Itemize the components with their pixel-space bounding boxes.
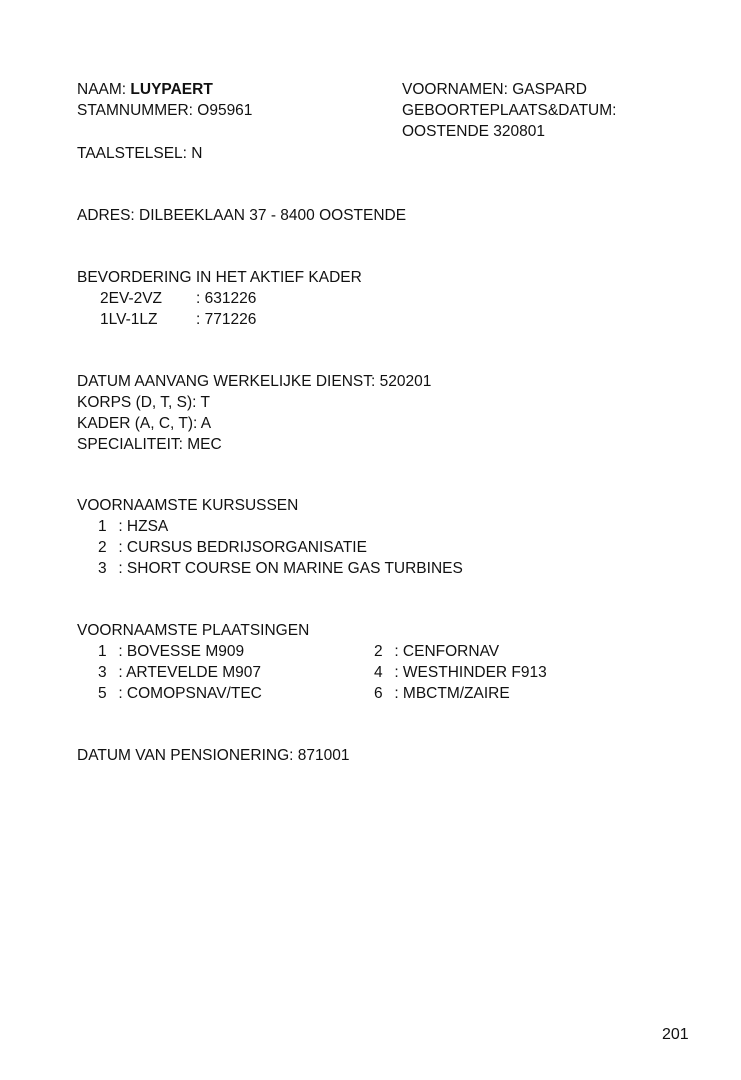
korps-label: KORPS (D, T, S):	[77, 394, 201, 411]
geboorte-value: OOSTENDE 320801	[402, 123, 546, 140]
stamnummer-line	[77, 100, 252, 121]
kursus-item	[98, 558, 463, 579]
bevordering-item	[100, 288, 256, 309]
naam-line	[77, 79, 213, 100]
naam-value: LUYPAERT	[130, 81, 213, 98]
pensionering-line	[77, 745, 350, 766]
bevordering-code: 2EV-2VZ	[100, 290, 163, 307]
kursus-number: 2	[98, 539, 107, 556]
kader-value: A	[200, 415, 212, 432]
geboorte-label: GEBOORTEPLAATS&DATUM:	[402, 102, 617, 119]
specialiteit-value: MEC	[187, 436, 222, 453]
plaatsing-item	[98, 641, 244, 662]
aanvang-value: 520201	[379, 373, 432, 390]
kursus-text: : CURSUS BEDRIJSORGANISATIE	[118, 539, 367, 556]
bevordering-date: : 771226	[196, 311, 257, 328]
specialiteit-label: SPECIALITEIT:	[77, 436, 188, 453]
kader-line	[77, 413, 211, 434]
plaatsing-text: : MBCTM/ZAIRE	[394, 685, 510, 702]
taalstelsel-value: N	[191, 145, 203, 162]
plaatsing-number: 6	[374, 685, 383, 702]
plaatsing-number: 4	[374, 664, 383, 681]
pensionering-value: 871001	[297, 747, 350, 764]
adres-label: ADRES:	[77, 207, 140, 224]
kursussen-heading: VOORNAAMSTE KURSUSSEN	[77, 497, 299, 514]
korps-value: T	[200, 394, 210, 411]
kursus-number: 1	[98, 518, 107, 535]
bevordering-code: 1LV-1LZ	[100, 311, 158, 328]
plaatsing-item	[374, 683, 510, 704]
plaatsing-text: : CENFORNAV	[394, 643, 500, 660]
stamnummer-label: STAMNUMMER:	[77, 102, 198, 119]
taalstelsel-line	[77, 143, 203, 164]
stamnummer-value: O95961	[197, 102, 253, 119]
aanvang-line	[77, 371, 431, 392]
kursus-text: : SHORT COURSE ON MARINE GAS TURBINES	[118, 560, 463, 577]
kader-label: KADER (A, C, T):	[77, 415, 201, 432]
plaatsing-item	[374, 641, 499, 662]
kursus-number: 3	[98, 560, 107, 577]
adres-value: DILBEEKLAAN 37 - 8400 OOSTENDE	[139, 207, 407, 224]
bevordering-item	[100, 309, 256, 330]
bevordering-heading: BEVORDERING IN HET AKTIEF KADER	[77, 269, 362, 286]
plaatsing-number: 5	[98, 685, 107, 702]
plaatsing-text: : BOVESSE M909	[118, 643, 245, 660]
pensionering-label: DATUM VAN PENSIONERING:	[77, 747, 298, 764]
kursus-item	[98, 537, 367, 558]
plaatsingen-heading: VOORNAAMSTE PLAATSINGEN	[77, 622, 310, 639]
plaatsing-text: : WESTHINDER F913	[394, 664, 547, 681]
korps-line	[77, 392, 210, 413]
naam-label: NAAM:	[77, 81, 131, 98]
taalstelsel-label: TAALSTELSEL:	[77, 145, 192, 162]
page-number: 201	[662, 1026, 689, 1043]
voornamen-line	[402, 79, 587, 100]
plaatsing-text: : ARTEVELDE M907	[118, 664, 262, 681]
plaatsing-item	[98, 683, 262, 704]
plaatsing-text: : COMOPSNAV/TEC	[118, 685, 262, 702]
kursus-text: : HZSA	[118, 518, 169, 535]
plaatsing-number: 3	[98, 664, 107, 681]
voornamen-value: GASPARD	[512, 81, 587, 98]
kursus-item	[98, 516, 168, 537]
voornamen-label: VOORNAMEN:	[402, 81, 513, 98]
adres-line	[77, 205, 406, 226]
plaatsing-number: 1	[98, 643, 107, 660]
bevordering-date: : 631226	[196, 290, 257, 307]
plaatsing-number: 2	[374, 643, 383, 660]
plaatsing-item	[374, 662, 547, 683]
plaatsing-item	[98, 662, 261, 683]
specialiteit-line	[77, 434, 222, 455]
aanvang-label: DATUM AANVANG WERKELIJKE DIENST:	[77, 373, 380, 390]
